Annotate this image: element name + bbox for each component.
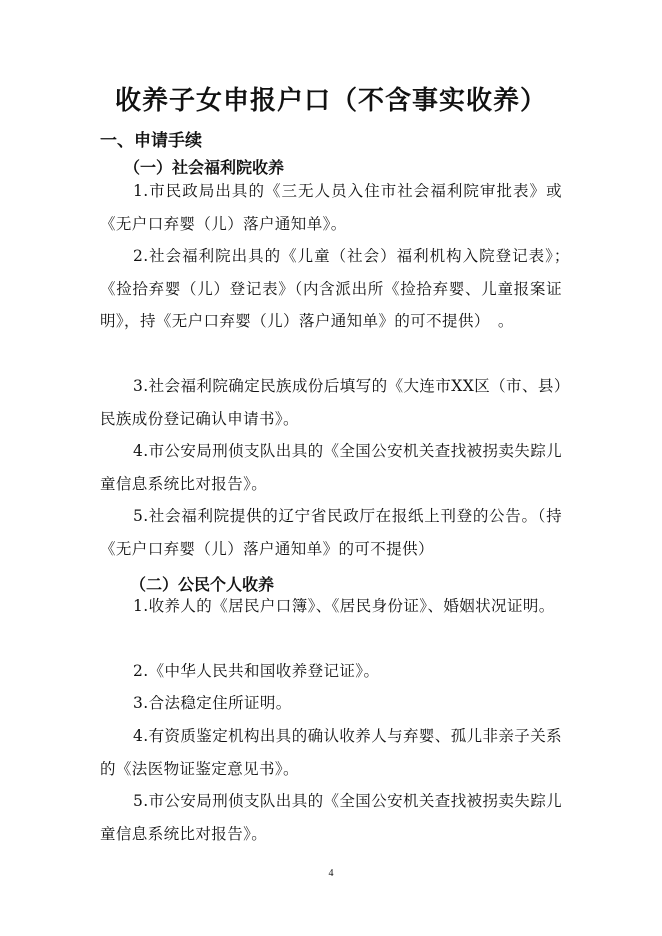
personal-item-2: 2.《中华人民共和国收养登记证》。	[133, 662, 380, 680]
welfare-item-5: 5.社会福利院提供的辽宁省民政厅在报纸上刊登的公告。（持《无户口弃婴（儿）落户通知单》的可不提供）	[100, 507, 562, 558]
welfare-item-1: 1.市民政局出具的《三无人员入住市社会福利院审批表》或《无户口弃婴（儿）落户通知单》。	[100, 182, 562, 233]
personal-item-4: 4.有资质鉴定机构出具的确认收养人与弃婴、孤儿非亲子关系的《法医物证鉴定意见书》。	[100, 727, 562, 778]
personal-item-3: 3.合法稳定住所证明。	[133, 694, 292, 712]
section-heading-application: 一、申请手续	[100, 131, 202, 151]
subsection-heading-welfare-home: （一）社会福利院收养	[124, 158, 285, 177]
welfare-item-4: 4.市公安局刑侦支队出具的《全国公安机关查找被拐卖失踪儿童信息系统比对报告》。	[100, 442, 562, 493]
page-number: 4	[328, 868, 334, 879]
personal-item-5: 5.市公安局刑侦支队出具的《全国公安机关查找被拐卖失踪儿童信息系统比对报告》。	[100, 792, 562, 843]
subsection-heading-personal: （二）公民个人收养	[130, 575, 275, 594]
welfare-item-3: 3.社会福利院确定民族成份后填写的《大连市XX区（市、县）民族成份登记确认申请书》。	[100, 377, 562, 428]
personal-item-1: 1.收养人的《居民户口簿》、《居民身份证》、婚姻状况证明。	[133, 597, 555, 615]
welfare-item-2: 2.社会福利院出具的《儿童（社会）福利机构入院登记表》； 《捡拾弃婴（儿）登记表》（内含派出所《捡拾弃婴、儿童报案证明》，持《无户口弃婴（儿）落户通知单》的可不提供） 。	[100, 247, 578, 330]
page-title: 收养子女申报户口（不含事实收养）	[114, 86, 547, 116]
